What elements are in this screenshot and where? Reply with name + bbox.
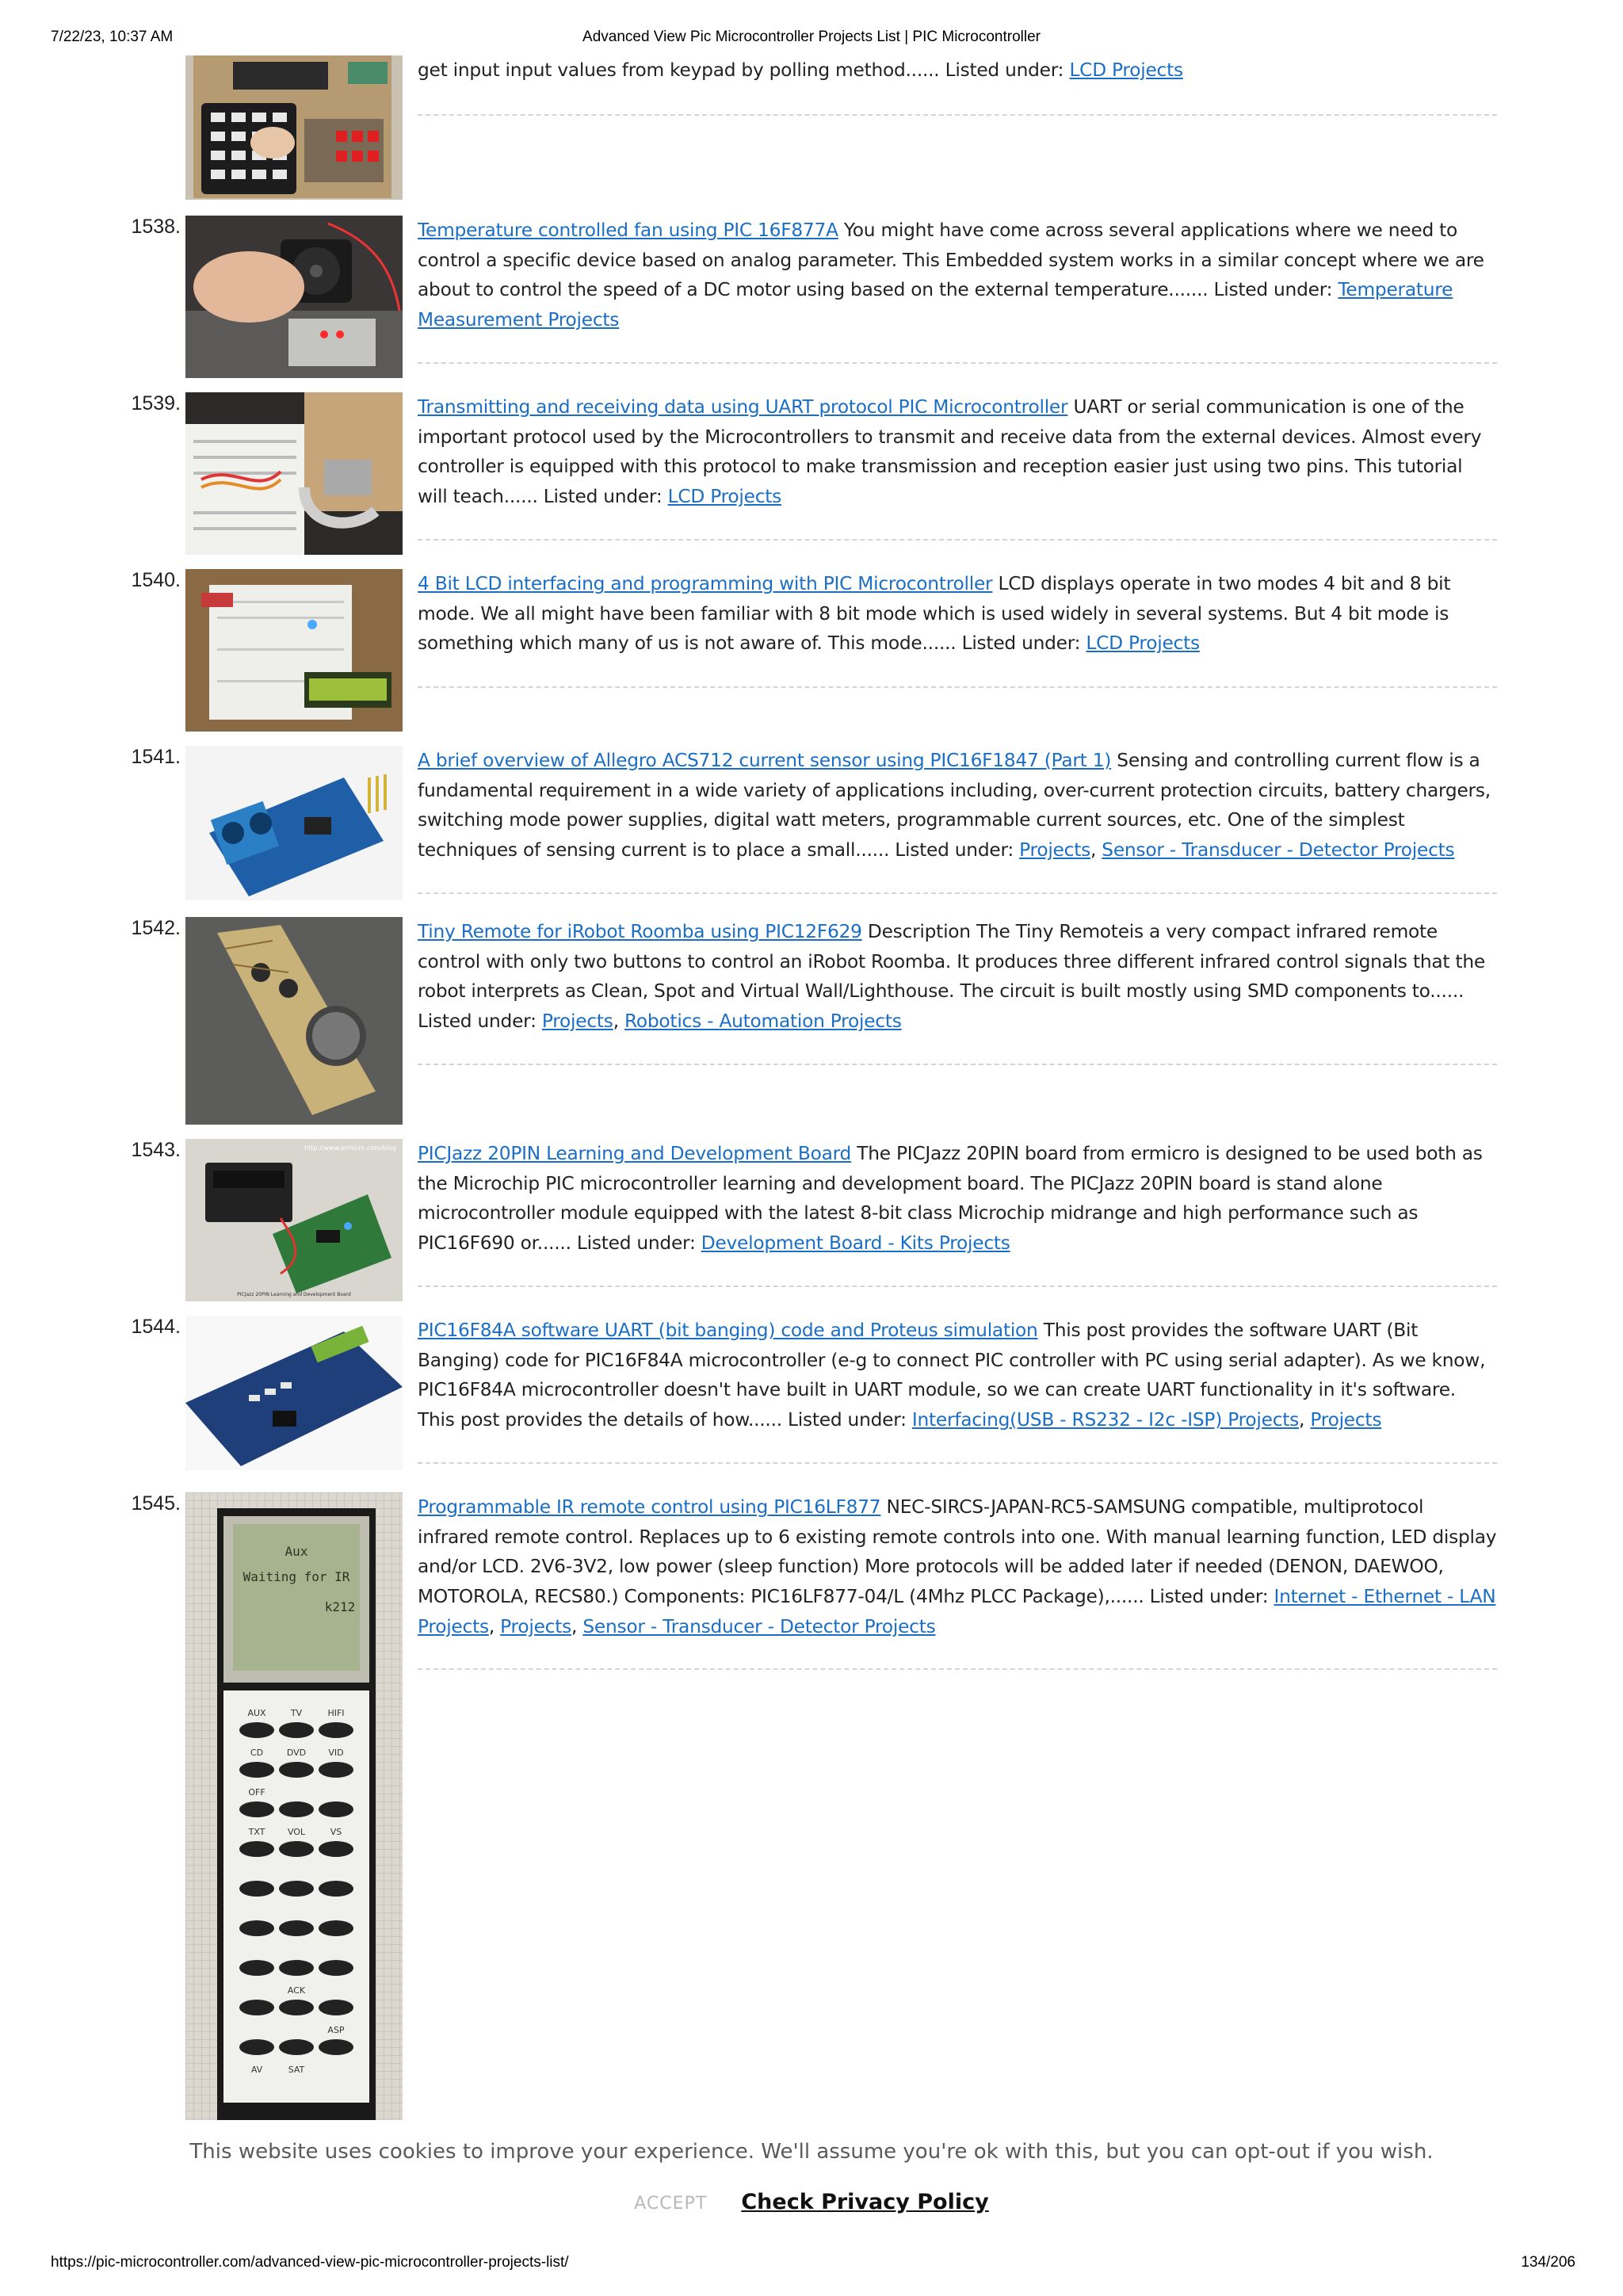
category-link[interactable]: LCD Projects <box>1069 59 1183 81</box>
entry-separator <box>418 1668 1497 1670</box>
entry-number: 1543. <box>131 1139 181 1161</box>
remote-key-label: ASP <box>327 2025 345 2035</box>
project-title-link[interactable]: PIC16F84A software UART (bit banging) code and Proteus simulation <box>418 1320 1038 1341</box>
project-title-link[interactable]: Programmable IR remote control using PIC16LF877 <box>418 1496 881 1518</box>
accept-cookies-button[interactable]: ACCEPT <box>634 2194 708 2214</box>
remote-key-label: SAT <box>288 2065 305 2075</box>
keypad-board-image <box>185 55 403 200</box>
entry-description: This post provides the software UART (Bit Banging) code for PIC16F84A microcontroller (e-g to connect PIC controller with PC using serial adapter). As we know, PIC16F84A microcontroller doesn't have built in UART module, so we can create UART functionality in it's software. This post provides the details of how...... Listed under: <box>418 1320 1486 1431</box>
entry-text <box>418 1139 1497 1259</box>
project-title-link[interactable]: Tiny Remote for iRobot Roomba using PIC12F629 <box>418 921 862 942</box>
entry-text <box>418 392 1497 512</box>
project-thumbnail[interactable] <box>185 917 403 1125</box>
entry-separator <box>418 686 1497 688</box>
category-link[interactable]: LCD Projects <box>1086 632 1200 655</box>
entry-separator <box>418 539 1497 541</box>
cookie-notice-actions <box>0 2190 1623 2214</box>
print-page-count: 134/206 <box>1521 2254 1575 2271</box>
entry-text <box>418 569 1497 659</box>
entry-number: 1544. <box>131 1316 181 1338</box>
remote-key-label: TXT <box>248 1827 265 1837</box>
remote-key-label: VS <box>330 1827 342 1837</box>
category-link[interactable]: Projects <box>1019 839 1090 861</box>
entry-number: 1542. <box>131 917 181 939</box>
remote-lcd-line1: Aux <box>285 1544 308 1559</box>
category-link[interactable]: Internet - Ethernet - LAN Projects <box>418 1586 1496 1637</box>
entry-number: 1538. <box>131 216 181 238</box>
entry-description: Sensing and controlling current flow is a fundamental requirement in a wide variety of applications including, over-current protection circuits, battery chargers, switching mode power supplies, digital watt meters, programmable current sources, etc. One of the simplest techniques of sensing current is to place a small...... Listed under: <box>418 750 1491 861</box>
remote-key-label: HIFI <box>327 1708 345 1718</box>
entry-description: UART or serial communication is one of the important protocol used by the Microcontrollers to transmit and receive data from the external devices. Almost every controller is equipped with this protocol to make transmission and reception easier just using two pins. This tutorial will teach...... Listed under: <box>418 396 1482 508</box>
project-thumbnail[interactable] <box>185 1316 403 1470</box>
category-link[interactable]: Projects <box>1310 1409 1382 1431</box>
category-link[interactable]: Projects <box>541 1010 613 1033</box>
project-thumbnail[interactable] <box>185 392 403 555</box>
entry-description: Description The Tiny Remoteis a very compact infrared remote control with only two buttons to control an iRobot Roomba. It produces three different infrared control signals that the robot interprets as Clean, Spot and Virtual Wall/Lighthouse. The circuit is built mostly using SMD components to...... Listed under: <box>418 921 1485 1033</box>
ir-remote-image <box>185 1492 403 2120</box>
project-thumbnail[interactable] <box>185 1139 403 1301</box>
entry-number: 1540. <box>131 569 181 591</box>
project-title-link[interactable]: Transmitting and receiving data using UART protocol PIC Microcontroller <box>418 396 1068 418</box>
remote-key-label: OFF <box>248 1787 265 1797</box>
print-url: https://pic-microcontroller.com/advanced-view-pic-microcontroller-projects-list/ <box>51 2254 569 2271</box>
project-thumbnail[interactable] <box>185 569 403 732</box>
picjazz-board-image <box>185 1139 403 1301</box>
entry-text: PIC16F84A software UART (bit banging) code and Proteus simulation This post provides the software UART (Bit Banging) code for PIC16F84A microcontroller (e-g to connect PIC controller with PC using serial adapter). As we know, PIC16F84A microcontroller doesn't have built in UART module, so we can create UART functionality in it's software. This post provides the details of how...... Listed under: Interfacing(USB - RS232 - I2c -ISP) Projects, Projects <box>418 1320 1486 1431</box>
entry-text: Programmable IR remote control using PIC16LF877 NEC-SIRCS-JAPAN-RC5-SAMSUNG compatible, multiprotocol infrared remote control. Replaces up to 6 existing remote controls into one. With manual learning function, LED display and/or LCD. 2V6-3V2, low power (sleep function) More protocols will be added later if needed (DENON, DAEWOO, MOTOROLA, RECS80.) Components: PIC16LF877-04/L (4Mhz PLCC Package),...... Listed under: Internet - Ethernet - LAN Projects, Projects, Sensor - Transducer - Detector Projects <box>418 1496 1497 1637</box>
entry-text: A brief overview of Allegro ACS712 current sensor using PIC16F1847 (Part 1) Sensing and controlling current flow is a fundamental requirement in a wide variety of applications including, over-current protection circuits, battery chargers, switching mode power supplies, digital watt meters, programmable current sources, etc. One of the simplest techniques of sensing current is to place a small...... Listed under: Projects, Sensor - Transducer - Detector Projects <box>418 750 1491 861</box>
entry-description: You might have come across several applications where we need to control a specific device based on analog parameter. This Embedded system works in a similar concept where we are about to control the speed of a DC motor using based on the external temperature....... Listed under: <box>418 220 1484 301</box>
pic16f84a-board-image <box>185 1316 403 1470</box>
acs712-sensor-image <box>185 746 403 900</box>
remote-key-label: AUX <box>247 1708 266 1718</box>
entry-description: NEC-SIRCS-JAPAN-RC5-SAMSUNG compatible, multiprotocol infrared remote control. Replaces up to 6 existing remote controls into one. With manual learning function, LED display and/or LCD. 2V6-3V2, low power (sleep function) More protocols will be added later if needed (DENON, DAEWOO, MOTOROLA, RECS80.) Components: PIC16LF877-04/L (4Mhz PLCC Package),...... Listed under: <box>418 1496 1497 1608</box>
entry-description: get input input values from keypad by polling method...... Listed under: <box>418 59 1070 81</box>
project-title-link[interactable]: Temperature controlled fan using PIC 16F877A <box>418 220 838 241</box>
entry-separator <box>418 1462 1497 1464</box>
print-datetime: 7/22/23, 10:37 AM <box>51 29 174 45</box>
entry-number: 1545. <box>131 1492 181 1515</box>
project-title-link[interactable]: 4 Bit LCD interfacing and programming with PIC Microcontroller <box>418 573 993 594</box>
entry-number: 1539. <box>131 392 181 415</box>
entry-description: The PICJazz 20PIN board from ermicro is designed to be used both as the Microchip PIC microcontroller learning and development board. The PICJazz 20PIN board is stand alone microcontroller module equipped with the latest 8-bit class Microchip midrange and high performance such as PIC16F690 or...... Listed under: <box>418 1143 1483 1255</box>
project-thumbnail[interactable] <box>185 1492 403 2120</box>
category-link[interactable]: LCD Projects <box>667 486 782 508</box>
category-link[interactable]: Sensor - Transducer - Detector Projects <box>582 1615 936 1637</box>
category-link[interactable]: Robotics - Automation Projects <box>624 1010 902 1033</box>
print-page-title: Advanced View Pic Microcontroller Projects List | PIC Microcontroller <box>582 29 1041 45</box>
entry-text: Tiny Remote for iRobot Roomba using PIC12F629 Description The Tiny Remoteis a very compact infrared remote control with only two buttons to control an iRobot Roomba. It produces three different infrared control signals that the robot interprets as Clean, Spot and Virtual Wall/Lighthouse. The circuit is built mostly using SMD components to...... Listed under: Projects, Robotics - Automation Projects <box>418 921 1485 1033</box>
privacy-policy-link[interactable]: Check Privacy Policy <box>741 2190 989 2214</box>
remote-key-label: CD <box>250 1748 264 1758</box>
print-footer <box>0 2249 1623 2281</box>
remote-key-label: AV <box>250 2065 263 2075</box>
entry-number: 1541. <box>131 746 181 768</box>
project-thumbnail[interactable] <box>185 216 403 378</box>
entry-text <box>418 216 1497 335</box>
lcd-breadboard-image <box>185 569 403 732</box>
entry-separator <box>418 1064 1497 1065</box>
entry-separator <box>418 892 1497 894</box>
project-title-link[interactable]: PICJazz 20PIN Learning and Development Board <box>418 1143 852 1164</box>
cookie-notice-text: This website uses cookies to improve your experience. We'll assume you're ok with this, but you can opt-out if you wish. <box>189 2140 1434 2164</box>
category-link[interactable]: Projects <box>500 1615 572 1637</box>
entry-separator <box>418 114 1497 116</box>
fan-circuit-image <box>185 216 403 378</box>
remote-key-label: VID <box>328 1748 344 1758</box>
tiny-remote-image <box>185 917 403 1125</box>
print-header <box>0 24 1623 55</box>
remote-lcd-line3: k212 <box>324 1599 356 1614</box>
category-link[interactable]: Interfacing(USB - RS232 - I2c -ISP) Projects <box>911 1409 1300 1431</box>
entry-description: LCD displays operate in two modes 4 bit and 8 bit mode. We all might have been familiar with 8 bit mode which is used widely in several systems. But 4 bit mode is something which many of us is not aware of. This mode...... Listed under: <box>418 573 1451 655</box>
project-title-link[interactable]: A brief overview of Allegro ACS712 current sensor using PIC16F1847 (Part 1) <box>418 750 1112 771</box>
category-link[interactable]: Development Board - Kits Projects <box>701 1232 1010 1255</box>
remote-key-label: DVD <box>286 1748 307 1758</box>
category-link[interactable]: Sensor - Transducer - Detector Projects <box>1102 839 1455 861</box>
entry-separator <box>418 1286 1497 1287</box>
project-thumbnail[interactable] <box>185 746 403 900</box>
remote-key-label: ACK <box>287 1985 306 1996</box>
remote-key-label: TV <box>290 1708 303 1718</box>
remote-key-label: VOL <box>287 1827 306 1837</box>
entry-separator <box>418 362 1497 364</box>
entry-text <box>418 55 1497 86</box>
image-caption: PICJazz 20PIN Learning and Development Board <box>237 1292 351 1297</box>
project-thumbnail-keypad[interactable] <box>185 55 403 200</box>
remote-lcd-line2: Waiting for IR <box>242 1569 350 1584</box>
image-watermark: http://www.ermicro.com/blog <box>304 1144 396 1152</box>
uart-breadboard-image <box>185 392 403 555</box>
category-link[interactable]: Temperature Measurement Projects <box>418 279 1453 331</box>
